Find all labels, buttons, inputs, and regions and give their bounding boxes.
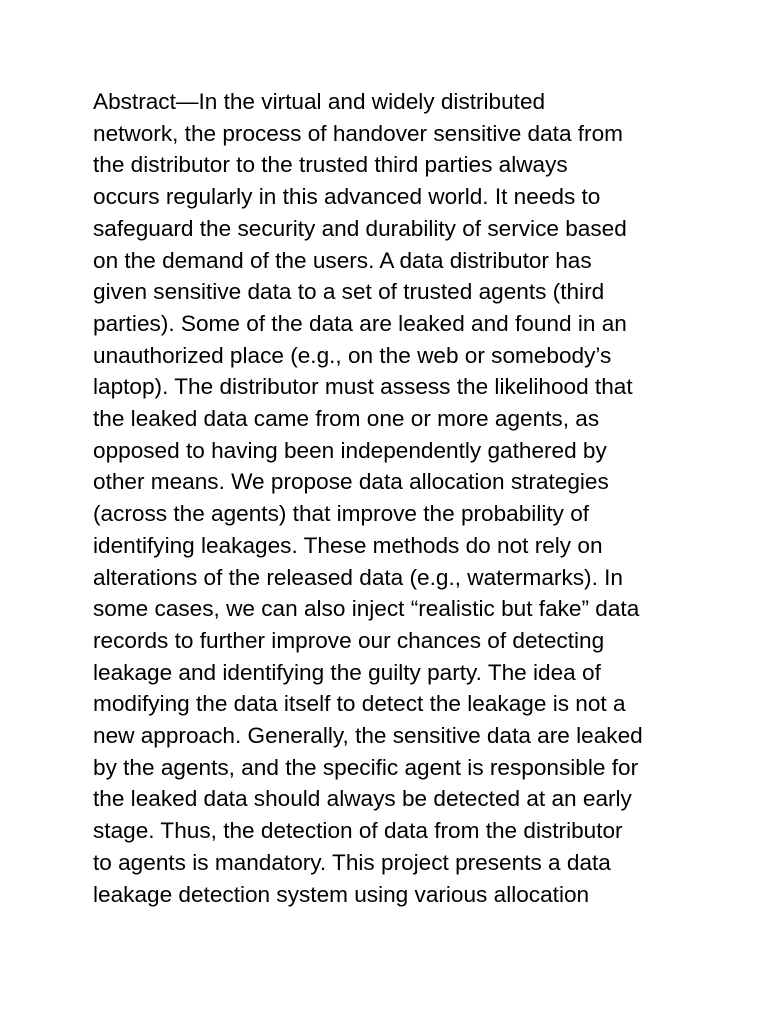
- abstract-line: other means. We propose data allocation strategies: [93, 469, 609, 495]
- abstract-line: occurs regularly in this advanced world. It needs to: [93, 184, 601, 210]
- abstract-line: laptop). The distributor must assess the likelihood that: [93, 374, 633, 400]
- abstract-line: parties). Some of the data are leaked and found in an: [93, 310, 627, 336]
- abstract-line: the leaked data came from one or more agents, as: [93, 406, 600, 432]
- abstract-line: by the agents, and the specific agent is responsible for: [93, 754, 639, 780]
- abstract-line: opposed to having been independently gathered by: [93, 437, 607, 463]
- abstract-line: new approach. Generally, the sensitive data are leaked: [93, 723, 643, 749]
- abstract-line: the distributor to the trusted third parties always: [93, 152, 568, 178]
- abstract-line: some cases, we can also inject “realistic but fake” data: [93, 596, 640, 622]
- abstract-line: identifying leakages. These methods do not rely on: [93, 532, 603, 558]
- abstract-line: unauthorized place (e.g., on the web or somebody’s: [93, 342, 612, 368]
- abstract-line: to agents is mandatory. This project presents a data: [93, 849, 611, 875]
- abstract-line: leakage detection system using various allocation: [93, 881, 590, 907]
- abstract-line: (across the agents) that improve the probability of: [93, 501, 590, 527]
- abstract-line: on the demand of the users. A data distributor has: [93, 247, 592, 273]
- abstract-line: network, the process of handover sensitive data from: [93, 120, 623, 146]
- abstract-line: records to further improve our chances of detecting: [93, 627, 605, 653]
- abstract-line: the leaked data should always be detected at an early: [93, 786, 632, 812]
- abstract-paragraph: [93, 86, 683, 910]
- abstract-line: stage. Thus, the detection of data from the distributor: [93, 818, 623, 844]
- abstract-line: modifying the data itself to detect the leakage is not a: [93, 691, 626, 717]
- abstract-line: leakage and identifying the guilty party. The idea of: [93, 659, 601, 685]
- abstract-line: alterations of the released data (e.g., watermarks). In: [93, 564, 623, 590]
- abstract-line: safeguard the security and durability of service based: [93, 215, 627, 241]
- abstract-line: given sensitive data to a set of trusted agents (third: [93, 279, 605, 305]
- abstract-line: Abstract—In the virtual and widely distributed: [93, 89, 546, 114]
